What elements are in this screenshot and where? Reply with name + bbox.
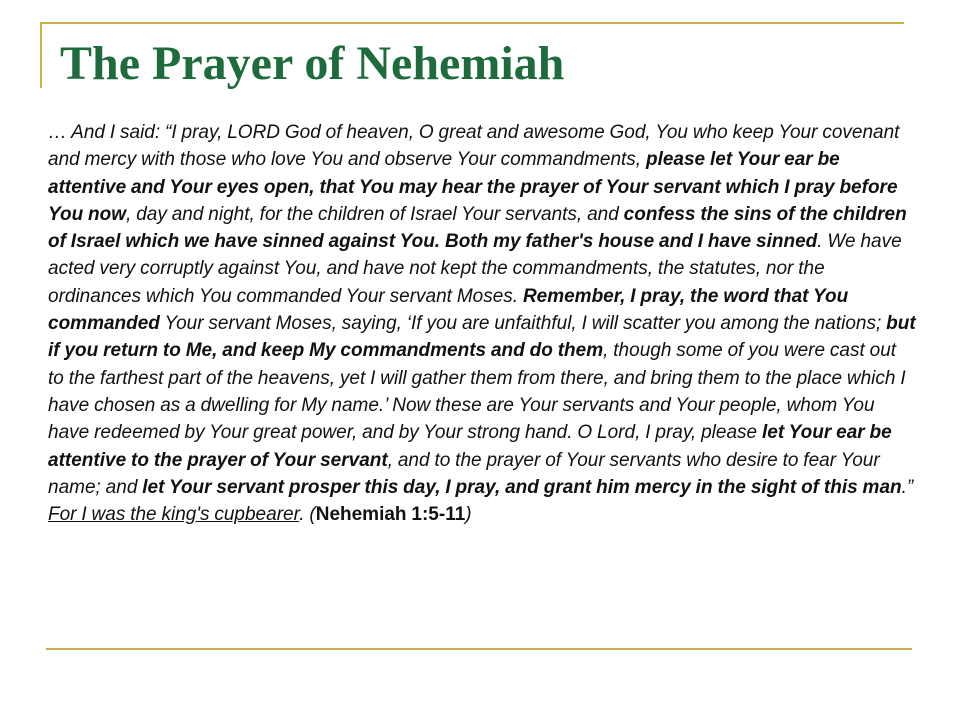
passage-segment-bold: Remember, I pray, the word that You commanded xyxy=(48,285,849,335)
slide-title: The Prayer of Nehemiah xyxy=(60,37,565,90)
bottom-rule xyxy=(46,648,912,650)
passage-segment: , and to the prayer of Your servants who desire to fear Your name; and xyxy=(48,449,880,498)
passage-segment: , day and night, for the children of Israel Your servants, and xyxy=(126,203,624,225)
passage-segment: .” xyxy=(901,476,914,498)
left-rule xyxy=(40,22,42,88)
passage-segment: Your servant Moses, saying, ‘If you are unfaithful, I will scatter you among the nations; xyxy=(159,313,887,335)
passage-segment: . ( xyxy=(299,504,316,526)
passage-segment-bold: please let Your ear be attentive and Your eyes open, that You may hear the prayer of Your servant which I pray before You now xyxy=(48,149,898,225)
top-rule xyxy=(42,22,904,24)
passage-segment-bold: confess the sins of the children of Israel which we have sinned against You. Both my father's house and I have sinned xyxy=(48,203,907,253)
passage-segment: , though some of you were cast out to the farthest part of the heavens, yet I will gather them from there, and bring them to the place which I have chosen as a dwelling for My name.’ Now these are Your servants and Your people, whom You have redeemed by Your great power, and by Your strong hand. O Lord, I pray, please xyxy=(48,340,906,444)
passage-segment-bold: let Your servant prosper this day, I pray, and grant him mercy in the sight of this man xyxy=(142,476,902,498)
passage-segment: . We have acted very corruptly against You, and have not kept the commandments, the statutes, nor the ordinances which You commanded Your servant Moses. xyxy=(48,231,902,307)
passage-segment-bold: let Your ear be attentive to the prayer of Your servant xyxy=(48,422,892,471)
scripture-reference: Nehemiah 1:5-11 xyxy=(315,504,466,526)
passage-segment-bold: but if you return to Me, and keep My commandments and do them xyxy=(48,313,916,362)
passage-segment: … And I said: “I pray, LORD God of heaven, O great and awesome God, You who keep Your covenant and mercy with those who love You and observe Your commandments, xyxy=(48,122,900,171)
scripture-passage xyxy=(48,119,916,528)
passage-segment-underlined: For I was the king's cupbearer xyxy=(48,504,300,526)
passage-segment: ) xyxy=(465,504,472,526)
